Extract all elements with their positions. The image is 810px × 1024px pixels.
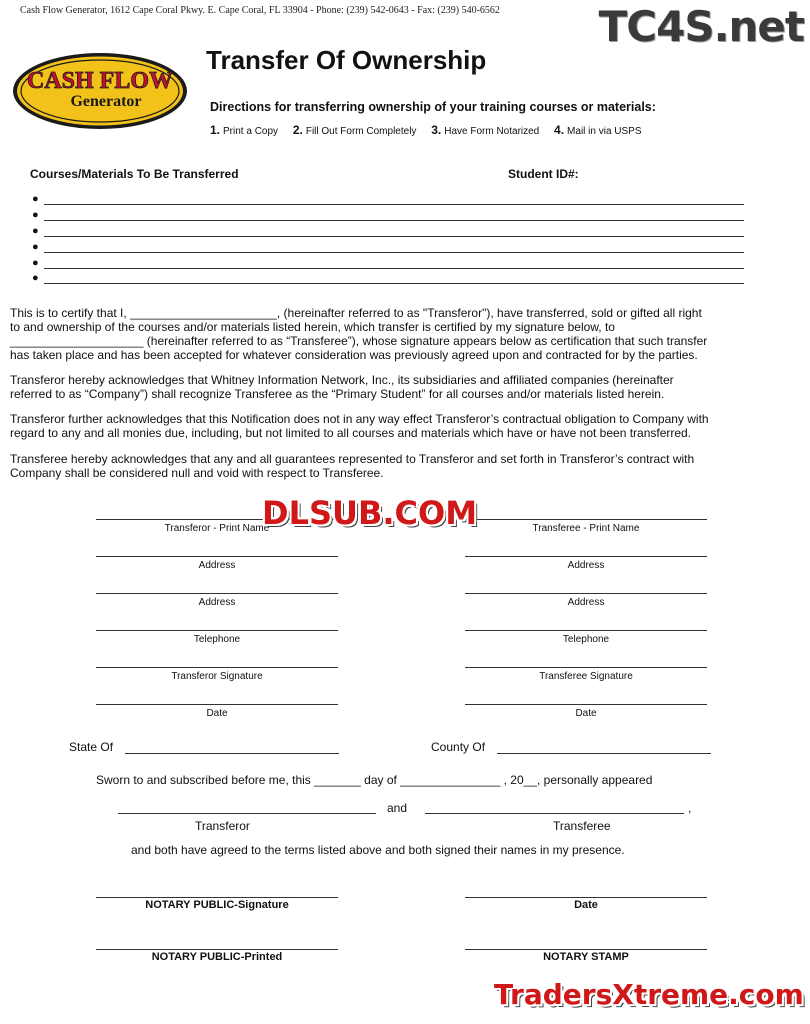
bullet-icon: ● — [32, 193, 39, 205]
county-field[interactable] — [497, 752, 711, 754]
guarantee-paragraph: Transferee hereby acknowledges that any and all guarantees represented to Transferor and set forth in Transferor’s contract with Company shall be considered null and void with respect to Transferee. — [10, 452, 695, 480]
logo-line1: CASH FLOW — [26, 68, 174, 94]
course-line-6[interactable] — [32, 270, 744, 284]
tc4s-watermark: TC4S.net — [598, 2, 804, 51]
traders-xtreme-watermark: TradersXtreme.com — [494, 978, 804, 1011]
transferee-address2-line[interactable] — [465, 592, 707, 594]
transferor-name-label: Transferor - Print Name — [164, 523, 270, 534]
transferor-telephone-label: Telephone — [193, 634, 241, 645]
acknowledgement-paragraph: Transferor hereby acknowledges that Whitney Information Network, Inc., its subsidiaries and affiliated companies (hereinafter referred to as “Company”) shall recognize Transferee as the “Primary Student” for all courses and/or materials listed herein. — [10, 373, 674, 401]
state-field[interactable] — [125, 752, 339, 754]
transferor-address2-label: Address — [198, 597, 236, 608]
transferor-address1-line[interactable] — [96, 555, 338, 557]
course-line-1[interactable] — [32, 191, 744, 205]
county-label: County Of — [431, 740, 486, 754]
notary-stamp-line[interactable] — [465, 948, 707, 950]
course-line-2[interactable] — [32, 207, 744, 221]
step-3: 3. Have Form Notarized — [431, 123, 540, 137]
transferee-address1-label: Address — [567, 560, 605, 571]
transferor-signature-line[interactable] — [96, 666, 338, 668]
directions-heading: Directions for transferring ownership of your training courses or materials: — [210, 100, 656, 114]
transferee-telephone-label: Telephone — [562, 634, 610, 645]
comma-mark: , — [688, 801, 692, 815]
transferee-name-label: Transferee - Print Name — [532, 523, 640, 534]
obligation-paragraph: Transferor further acknowledges that this Notification does not in any way effect Transferor’s contractual obligation to Company with regard to any and all monies due, including, but not limited to all courses and materials which have or have not been transferred. — [10, 412, 709, 440]
notary-stamp-label: NOTARY STAMP — [543, 951, 629, 963]
course-line-5[interactable] — [32, 255, 744, 269]
notary-signature-line[interactable] — [96, 896, 338, 898]
appeared-transferor-field[interactable] — [118, 812, 376, 814]
bullet-icon: ● — [32, 241, 39, 253]
header-contact-line: Cash Flow Generator, 1612 Cape Coral Pkwy. E. Cape Coral, FL 33904 - Phone: (239) 542-0643 - Fax: (239) 540-6562 — [20, 5, 500, 16]
and-label: and — [387, 801, 408, 815]
transferee-telephone-line[interactable] — [465, 629, 707, 631]
sworn-statement: Sworn to and subscribed before me, this _______ day of _______________ , 20__, personally appeared — [96, 773, 653, 787]
step-1: 1. Print a Copy — [210, 123, 279, 137]
appeared-transferee-label: Transferee — [553, 819, 611, 833]
transferee-signature-line[interactable] — [465, 666, 707, 668]
notary-signature-label: NOTARY PUBLIC-Signature — [145, 899, 289, 911]
logo-line2: Generator — [70, 93, 142, 110]
state-label: State Of — [69, 740, 114, 754]
certification-paragraph: This is to certify that I, ______________________, (hereinafter referred to as "Transferor"), have transferred, sold or gifted all right to and ownership of the courses and/or materials listed herein, which transfer is certified by my signature below, to ____________________ (hereinafter referred to as “Transferee”), whose signature appears below as certification that such transfer has taken place and has been accepted for whatever consideration was previously agreed upon and contracted for by the parties. — [10, 306, 708, 362]
transferee-name-line[interactable] — [465, 518, 707, 520]
notary-printed-line[interactable] — [96, 948, 338, 950]
student-id-label: Student ID#: — [508, 167, 579, 181]
bullet-icon: ● — [32, 257, 39, 269]
transferor-address2-line[interactable] — [96, 592, 338, 594]
dlsub-watermark: DLSUB.COM — [262, 494, 478, 532]
course-line-3[interactable] — [32, 223, 744, 237]
bullet-icon: ● — [32, 272, 39, 284]
appeared-transferee-field[interactable] — [425, 812, 684, 814]
transferor-date-label: Date — [206, 708, 228, 719]
bullet-icon: ● — [32, 225, 39, 237]
step-2: 2. Fill Out Form Completely — [292, 123, 417, 137]
transferee-date-line[interactable] — [465, 703, 707, 705]
transferee-address1-line[interactable] — [465, 555, 707, 557]
transferee-date-label: Date — [575, 708, 597, 719]
notary-date-label: Date — [574, 899, 598, 911]
courses-heading: Courses/Materials To Be Transferred — [30, 167, 239, 181]
page-title: Transfer Of Ownership — [206, 45, 487, 75]
step-4: 4. Mail in via USPS — [554, 123, 642, 137]
transferee-signature-label: Transferee Signature — [539, 671, 633, 682]
notary-date-line[interactable] — [465, 896, 707, 898]
transferee-address2-label: Address — [567, 597, 605, 608]
transferor-signature-label: Transferor Signature — [171, 671, 263, 682]
notary-printed-label: NOTARY PUBLIC-Printed — [151, 951, 283, 963]
course-line-4[interactable] — [32, 239, 744, 253]
agreement-statement: and both have agreed to the terms listed above and both signed their names in my presence. — [131, 843, 625, 857]
appeared-transferor-label: Transferor — [195, 819, 250, 833]
transferor-telephone-line[interactable] — [96, 629, 338, 631]
bullet-icon: ● — [32, 209, 39, 221]
transferor-address1-label: Address — [198, 560, 236, 571]
transferor-date-line[interactable] — [96, 703, 338, 705]
cash-flow-generator-logo — [12, 52, 188, 130]
steps-list — [210, 123, 654, 137]
